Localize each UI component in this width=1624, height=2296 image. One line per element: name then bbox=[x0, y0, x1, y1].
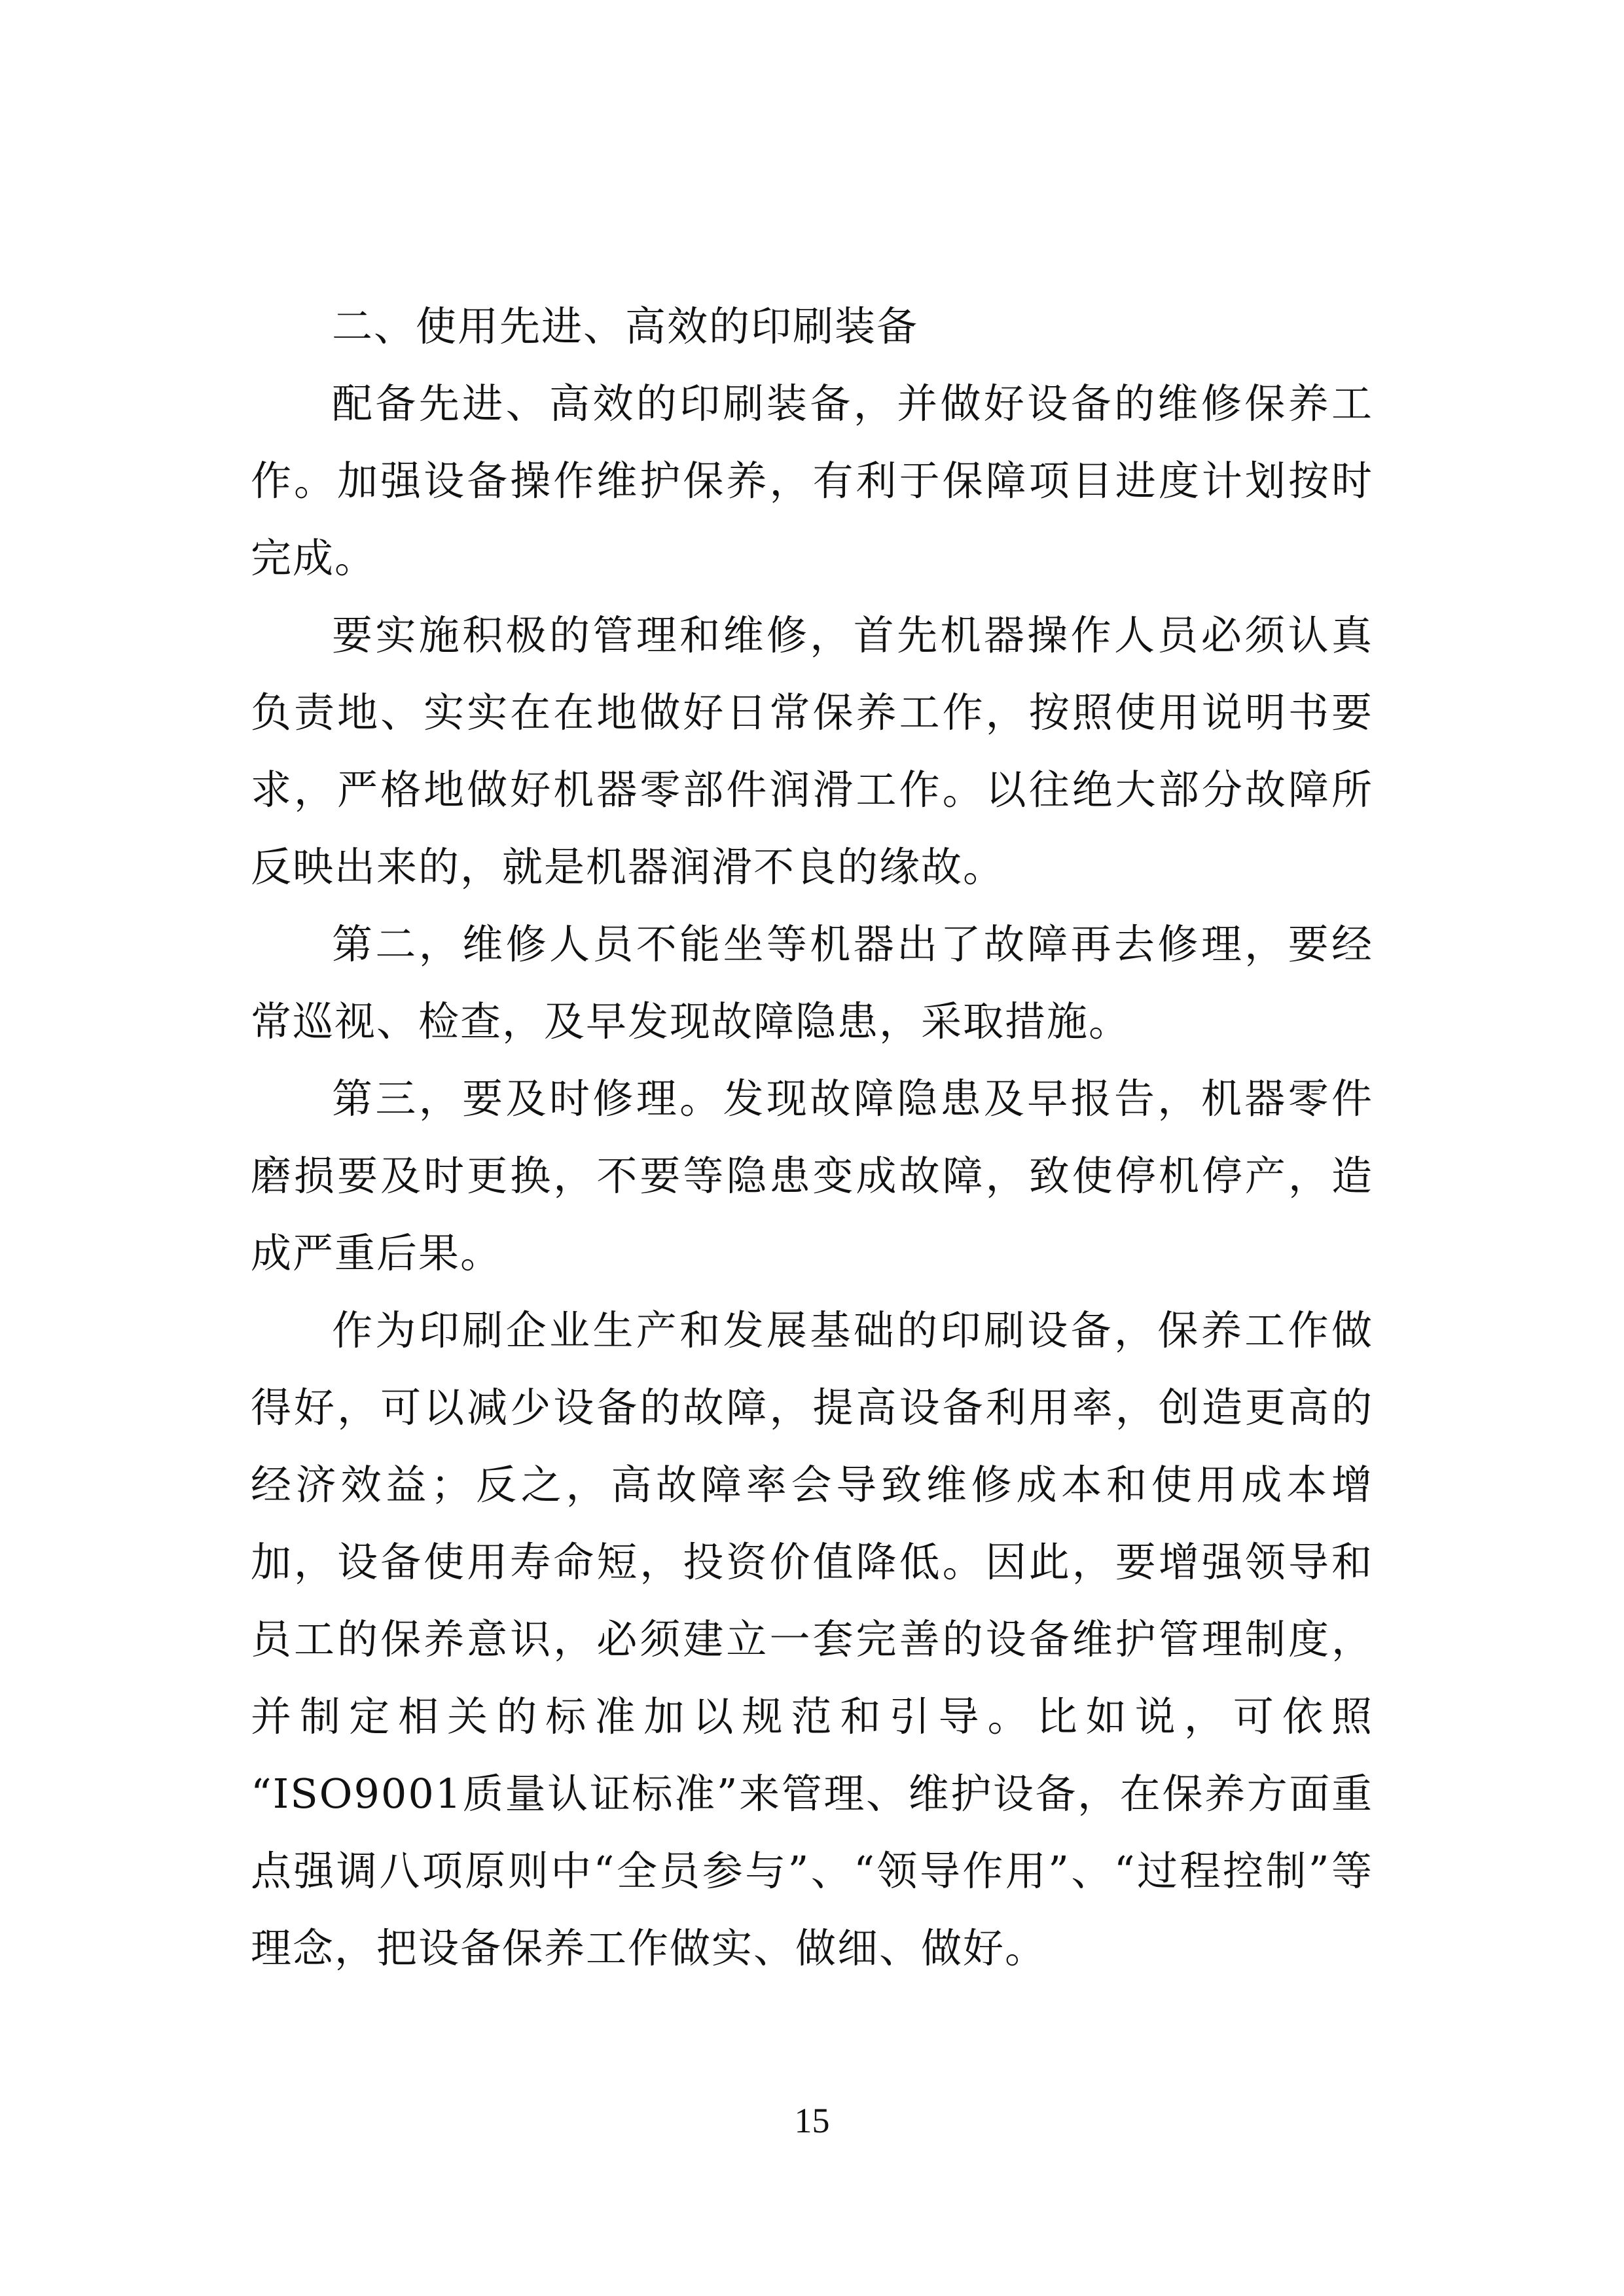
paragraph-repair: 第三，要及时修理。发现故障隐患及早报告，机器零件磨损要及时更换，不要等隐患变成故障，致使停机停产，造成严重后果。 bbox=[251, 1075, 1373, 1277]
paragraph-inspection: 第二，维修人员不能坐等机器出了故障再去修理，要经常巡视、检查，及早发现故障隐患，采取措施。 bbox=[251, 920, 1373, 1045]
paragraph-equipment: 配备先进、高效的印刷装备，并做好设备的维修保养工作。加强设备操作维护保养，有利于保障项目进度计划按时完成。 bbox=[251, 380, 1373, 582]
paragraph-maintenance: 要实施积极的管理和维修，首先机器操作人员必须认真负责地、实实在在地做好日常保养工作，按照使用说明书要求，严格地做好机器零部件润滑工作。以往绝大部分故障所反映出来的，就是机器润滑不良的缘故。 bbox=[251, 611, 1373, 891]
document-body bbox=[251, 288, 1388, 1987]
page-number: 15 bbox=[794, 2101, 830, 2140]
section-heading: 二、使用先进、高效的印刷装备 bbox=[332, 302, 919, 350]
paragraph-management: 作为印刷企业生产和发展基础的印刷设备，保养工作做得好，可以减少设备的故障，提高设备利用率，创造更高的经济效益；反之，高故障率会导致维修成本和使用成本增加，设备使用寿命短，投资价值降低。因此，要增强领导和员工的保养意识，必须建立一套完善的设备维护管理制度，并制定相关的标准加以规范和引导。比如说，可依照 “ISO9001质量认证标准”来管理、维护设备，在保养方面重点强调八项原则中“全员参与”、“领导作用”、“过程控制”等理念，把设备保养工作做实、做细、做好。 bbox=[251, 1306, 1388, 1972]
